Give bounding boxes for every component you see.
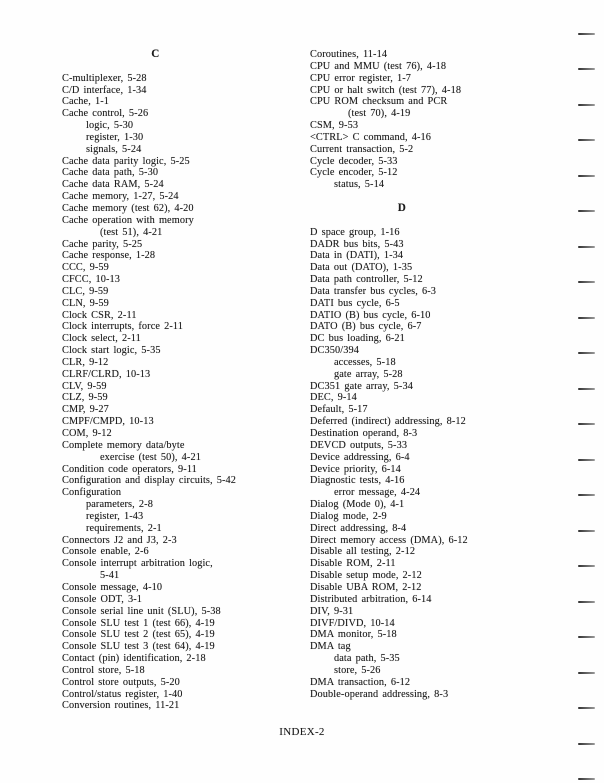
index-subentry: parameters, 2-8 — [86, 499, 153, 511]
index-entry: Data in (DATI), 1-34 — [310, 250, 404, 262]
index-entry: Connectors J2 and J3, 2-3 — [62, 534, 177, 546]
index-entry: Control store outputs, 5-20 — [62, 676, 180, 688]
index-entry: DEVCD outputs, 5-33 — [310, 439, 408, 451]
index-entry: Cache response, 1-28 — [62, 250, 156, 262]
index-entry: CPU ROM checksum and PCR — [310, 96, 448, 108]
page-footer: INDEX-2 — [279, 726, 325, 738]
index-entry: D space group, 1-16 — [310, 226, 400, 238]
edge-mark — [578, 423, 595, 425]
edge-mark — [578, 636, 595, 638]
index-entry: Data transfer bus cycles, 6-3 — [310, 285, 437, 297]
index-entry: Device priority, 6-14 — [310, 463, 401, 475]
index-entry: Diagnostic tests, 4-16 — [310, 475, 405, 487]
index-entry: Current transaction, 5-2 — [310, 143, 414, 155]
index-subentry: logic, 5-30 — [86, 120, 134, 132]
edge-mark — [578, 601, 595, 603]
index-entry: Clock CSR, 2-11 — [62, 309, 137, 321]
index-entry: DMA tag — [310, 641, 351, 653]
index-entry-continuation: (test 70), 4-19 — [348, 108, 411, 120]
index-entry: Disable UBA ROM, 2-12 — [310, 581, 422, 593]
index-subentry: data path, 5-35 — [334, 653, 400, 665]
index-entry: Contact (pin) identification, 2-18 — [62, 653, 206, 665]
edge-mark — [578, 459, 595, 461]
index-entry: Console enable, 2-6 — [62, 546, 149, 558]
index-subentry: status, 5-14 — [334, 179, 385, 191]
index-entry: Control/status register, 1-40 — [62, 688, 183, 700]
index-entry: DEC, 9-14 — [310, 392, 357, 404]
index-entry: Cache operation with memory — [62, 214, 194, 226]
index-subentry: register, 1-30 — [86, 131, 144, 143]
edge-mark — [578, 104, 595, 106]
index-entry: CMP, 9-27 — [62, 404, 109, 416]
index-entry: Direct memory access (DMA), 6-12 — [310, 534, 468, 546]
index-subentry: signals, 5-24 — [86, 143, 142, 155]
index-entry: Cache data RAM, 5-24 — [62, 179, 164, 191]
edge-mark — [578, 210, 595, 212]
index-entry: Device addressing, 6-4 — [310, 451, 410, 463]
index-entry-continuation: 5-41 — [100, 570, 120, 582]
index-entry: CFCC, 10-13 — [62, 274, 121, 286]
index-entry: CLN, 9-59 — [62, 297, 109, 309]
index-entry: Console SLU test 3 (test 64), 4-19 — [62, 641, 215, 653]
index-entry: Console SLU test 2 (test 65), 4-19 — [62, 629, 215, 641]
index-entry: CLR, 9-12 — [62, 356, 109, 368]
index-entry: Disable setup mode, 2-12 — [310, 570, 422, 582]
index-subentry: gate array, 5-28 — [334, 368, 403, 380]
index-entry: Console message, 4-10 — [62, 581, 163, 593]
index-entry: Cycle decoder, 5-33 — [310, 155, 398, 167]
index-entry: Cache data path, 5-30 — [62, 167, 159, 179]
edge-mark — [578, 565, 595, 567]
index-entry: Complete memory data/byte — [62, 439, 185, 451]
index-entry: Console interrupt arbitration logic, — [62, 558, 213, 570]
index-entry: Data path controller, 5-12 — [310, 274, 423, 286]
index-entry: Clock select, 2-11 — [62, 333, 141, 345]
edge-mark — [578, 175, 595, 177]
index-entry: Data out (DATO), 1-35 — [310, 262, 413, 274]
index-entry: DADR bus bits, 5-43 — [310, 238, 404, 250]
edge-mark — [578, 388, 595, 390]
index-entry: CLZ, 9-59 — [62, 392, 108, 404]
edge-mark — [578, 352, 595, 354]
edge-mark — [578, 778, 595, 780]
index-entry: DATO (B) bus cycle, 6-7 — [310, 321, 422, 333]
index-entry: CLV, 9-59 — [62, 380, 107, 392]
index-subentry: store, 5-26 — [334, 664, 381, 676]
edge-mark — [578, 281, 595, 283]
section-header: D — [397, 201, 407, 214]
index-entry: Configuration and display circuits, 5-42 — [62, 475, 237, 487]
edge-mark — [578, 139, 595, 141]
index-entry: Clock interrupts, force 2-11 — [62, 321, 183, 333]
index-entry: DATI bus cycle, 6-5 — [310, 297, 400, 309]
index-entry: Double-operand addressing, 8-3 — [310, 688, 449, 700]
edge-mark — [578, 33, 595, 35]
edge-mark — [578, 494, 595, 496]
index-entry: Control store, 5-18 — [62, 664, 145, 676]
index-entry: CCC, 9-59 — [62, 262, 109, 274]
index-subentry: requirements, 2-1 — [86, 522, 162, 534]
index-subentry: accesses, 5-18 — [334, 356, 396, 368]
index-entry: Default, 5-17 — [310, 404, 368, 416]
section-header: C — [151, 48, 160, 60]
edge-mark — [578, 530, 595, 532]
index-entry: DMA monitor, 5-18 — [310, 629, 397, 641]
index-entry: Configuration — [62, 487, 122, 499]
index-entry: Cache control, 5-26 — [62, 108, 149, 120]
index-entry: Conversion routines, 11-21 — [62, 700, 180, 712]
index-entry: Console ODT, 3-1 — [62, 593, 142, 605]
index-subentry: register, 1-43 — [86, 510, 144, 522]
index-entry: Disable ROM, 2-11 — [310, 558, 396, 570]
index-entry: Coroutines, 11-14 — [310, 49, 388, 60]
index-entry: Cache parity, 5-25 — [62, 238, 143, 250]
index-entry: CPU or halt switch (test 77), 4-18 — [310, 84, 462, 96]
index-entry: Console serial line unit (SLU), 5-38 — [62, 605, 221, 617]
index-entry: DATIO (B) bus cycle, 6-10 — [310, 309, 431, 321]
index-entry-continuation: exercise (test 50), 4-21 — [100, 451, 201, 463]
index-entry: Cache memory (test 62), 4-20 — [62, 202, 194, 214]
index-entry: CPU error register, 1-7 — [310, 72, 412, 84]
index-column-left — [62, 49, 249, 712]
index-entry: DC350/394 — [310, 345, 359, 357]
edge-mark — [578, 68, 595, 70]
index-entry: DC bus loading, 6-21 — [310, 333, 405, 345]
index-entry: CLRF/CLRD, 10-13 — [62, 368, 151, 380]
index-entry: CPU and MMU (test 76), 4-18 — [310, 60, 447, 72]
index-entry: Condition code operators, 9-11 — [62, 463, 197, 475]
index-entry: Cache data parity logic, 5-25 — [62, 155, 190, 167]
edge-mark — [578, 707, 595, 709]
index-entry-continuation: (test 51), 4-21 — [100, 226, 163, 238]
index-entry: DC351 gate array, 5-34 — [310, 380, 413, 392]
index-column-right — [310, 49, 494, 700]
index-entry: CMPF/CMPD, 10-13 — [62, 416, 154, 428]
index-entry: Dialog (Mode 0), 4-1 — [310, 499, 405, 511]
index-entry: Deferred (indirect) addressing, 8-12 — [310, 416, 466, 428]
index-entry: CLC, 9-59 — [62, 285, 109, 297]
index-subentry: error message, 4-24 — [334, 487, 421, 499]
index-entry: Distributed arbitration, 6-14 — [310, 593, 432, 605]
index-entry: Cache memory, 1-27, 5-24 — [62, 191, 179, 203]
index-entry: Cycle encoder, 5-12 — [310, 167, 398, 179]
index-entry: <CTRL> C command, 4-16 — [310, 131, 431, 143]
index-entry: DMA transaction, 6-12 — [310, 676, 411, 688]
index-entry: C/D interface, 1-34 — [62, 84, 147, 96]
index-entry: DIVF/DIVD, 10-14 — [310, 617, 395, 629]
index-entry: Disable all testing, 2-12 — [310, 546, 416, 558]
index-entry: COM, 9-12 — [62, 428, 112, 439]
index-entry: Console SLU test 1 (test 66), 4-19 — [62, 617, 215, 629]
edge-mark — [578, 672, 595, 674]
index-entry: DIV, 9-31 — [310, 605, 354, 617]
index-entry: Direct addressing, 8-4 — [310, 522, 407, 534]
index-entry: C-multiplexer, 5-28 — [62, 72, 147, 84]
index-entry: CSM, 9-53 — [310, 120, 359, 132]
index-entry: Dialog mode, 2-9 — [310, 510, 387, 522]
index-entry: Destination operand, 8-3 — [310, 428, 418, 439]
edge-mark — [578, 317, 595, 319]
edge-mark — [578, 743, 595, 745]
edge-mark — [578, 246, 595, 248]
index-entry: Cache, 1-1 — [62, 96, 110, 108]
index-entry: Clock start logic, 5-35 — [62, 345, 161, 357]
